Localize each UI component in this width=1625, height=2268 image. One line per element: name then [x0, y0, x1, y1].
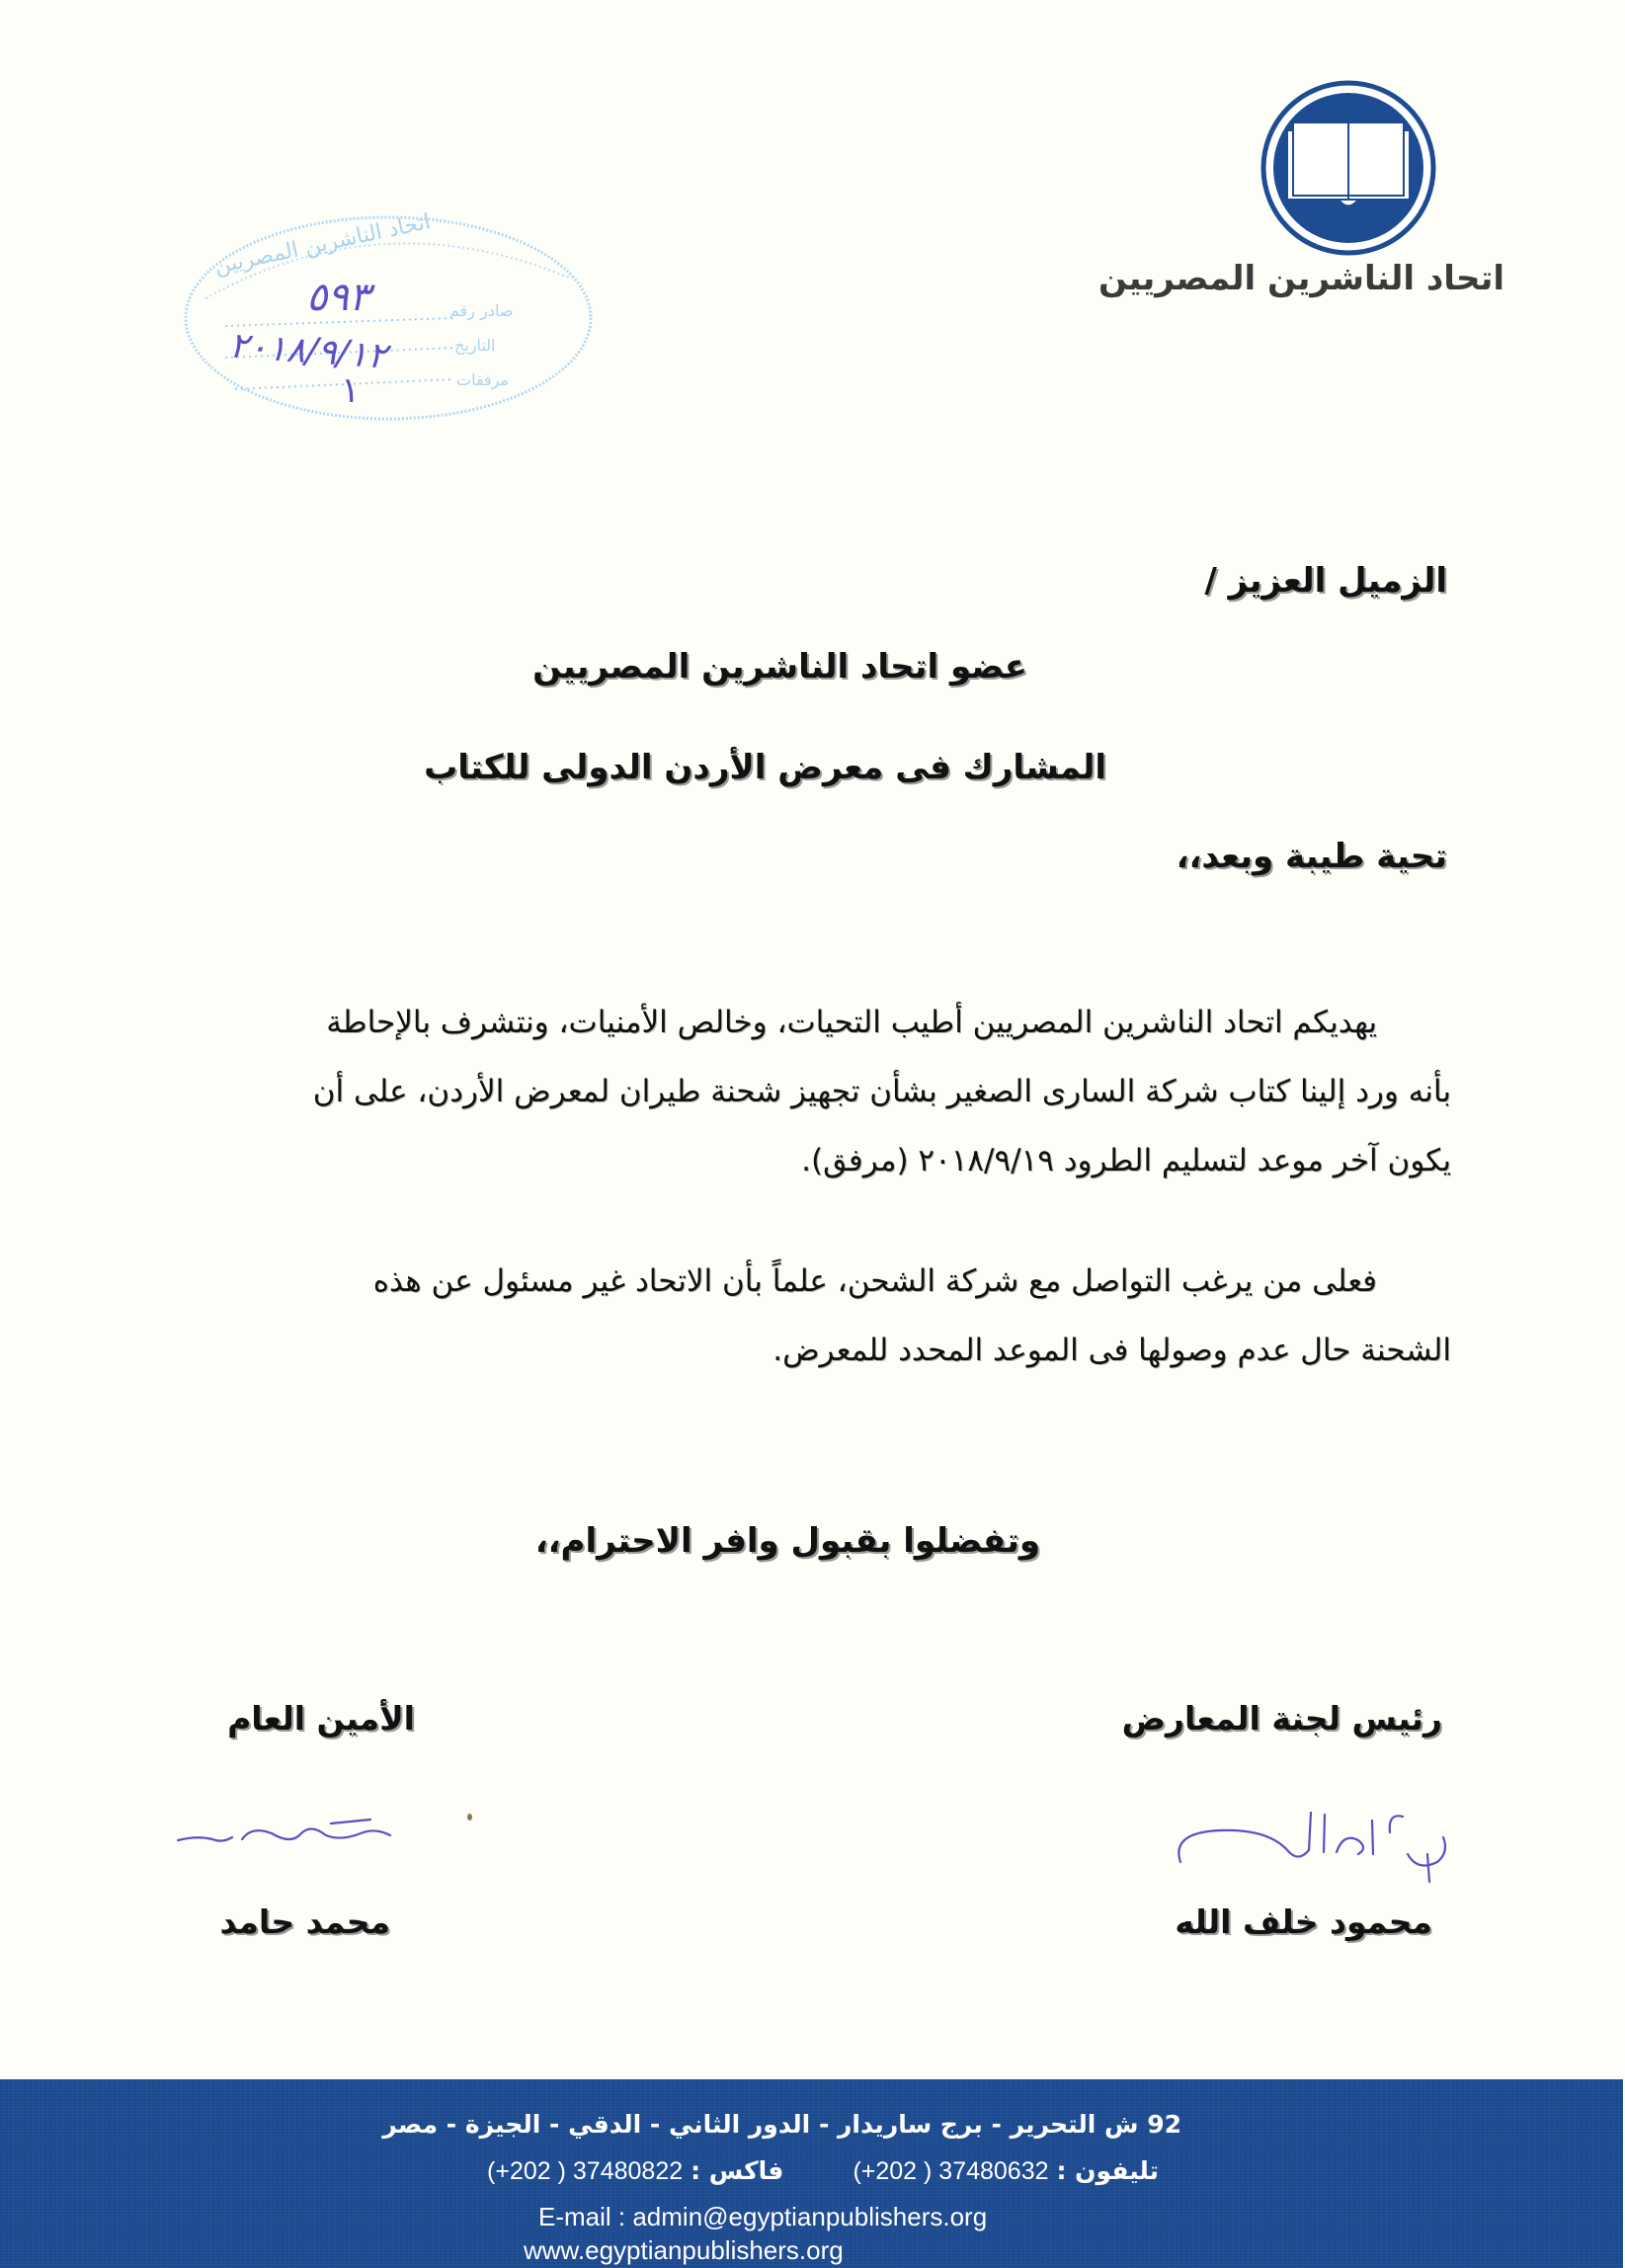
addressee-line-2: المشارك فى معرض الأردن الدولى للكتاب: [424, 748, 1106, 787]
stamp-label-attachments: مرفقات: [456, 370, 510, 389]
footer-email[interactable]: E-mail : admin@egyptianpublishers.org: [538, 2202, 988, 2231]
salutation: الزميل العزيز /: [1204, 561, 1447, 601]
footer-contact-band: [0, 2079, 1623, 2268]
fax-group: [487, 2156, 783, 2186]
paragraph-2: [107, 1247, 1451, 1385]
stamp-label-number: صادر رقم: [449, 301, 514, 320]
fax-label: فاكس :: [691, 2156, 784, 2185]
paragraph-2-line: الشحنة حال عدم وصولها فى الموعد المحدد للمعرض.: [772, 1333, 1451, 1368]
paragraph-2-line: فعلى من يرغب التواصل مع شركة الشحن، علماً بأن الاتحاد غير مسئول عن هذه: [372, 1263, 1377, 1299]
open-book-icon: [1287, 122, 1410, 206]
phone-label: تليفون :: [1056, 2156, 1159, 2185]
organization-name: اتحاد الناشرين المصريين: [1098, 259, 1504, 298]
fax-number: (+202 ) 37480822: [487, 2157, 684, 2185]
paragraph-1-line: يهديكم اتحاد الناشرين المصريين أطيب التحيات، وخالص الأمنيات، ونتشرف بالإحاطة: [326, 1005, 1377, 1040]
signatory-name-left: محمد حامد: [219, 1903, 390, 1941]
footer-address: 92 ش التحرير - برج ساريدار - الدور الثاني - الدقي - الجيزة - مصر: [382, 2110, 1181, 2139]
phone-group: [853, 2156, 1159, 2186]
stamp-handwritten-date: ٢٠١٨/٩/١٢: [227, 325, 388, 377]
handwritten-signature-left: [173, 1806, 400, 1855]
stamp-handwritten-attachments: ١: [341, 370, 361, 411]
footer-phones: [487, 2156, 1159, 2186]
greeting: تحية طيبة وبعد،،: [1176, 837, 1447, 876]
paragraph-1-line: يكون آخر موعد لتسليم الطرود ٢٠١٨/٩/١٩ (مرفق).: [801, 1143, 1451, 1178]
paragraph-1: [107, 988, 1451, 1195]
paragraph-1-line: بأنه ورد إلينا كتاب شركة السارى الصغير بشأن تجهيز شحنة طيران لمعرض الأردن، على أن: [312, 1074, 1451, 1109]
phone-number: (+202 ) 37480632: [853, 2157, 1049, 2185]
ink-dot: [467, 1814, 472, 1821]
closing: وتفضلوا بقبول وافر الاحترام،،: [534, 1521, 1040, 1561]
footer-website[interactable]: www.egyptianpublishers.org: [524, 2235, 844, 2265]
stamp-handwritten-number: ٥٩٣: [306, 275, 370, 320]
signatory-title-right: رئيس لجنة المعارض: [1121, 1699, 1442, 1738]
stamp-organization: اتحاد الناشرين المصريين: [211, 209, 433, 280]
handwritten-signature-right: [1161, 1793, 1467, 1892]
union-logo: [1259, 79, 1437, 257]
signatory-title-left: الأمين العام: [227, 1699, 415, 1738]
signatory-name-right: محمود خلف الله: [1175, 1903, 1432, 1941]
stamp-label-date: التاريخ: [454, 336, 496, 355]
addressee-line-1: عضو اتحاد الناشرين المصريين: [532, 647, 1027, 687]
